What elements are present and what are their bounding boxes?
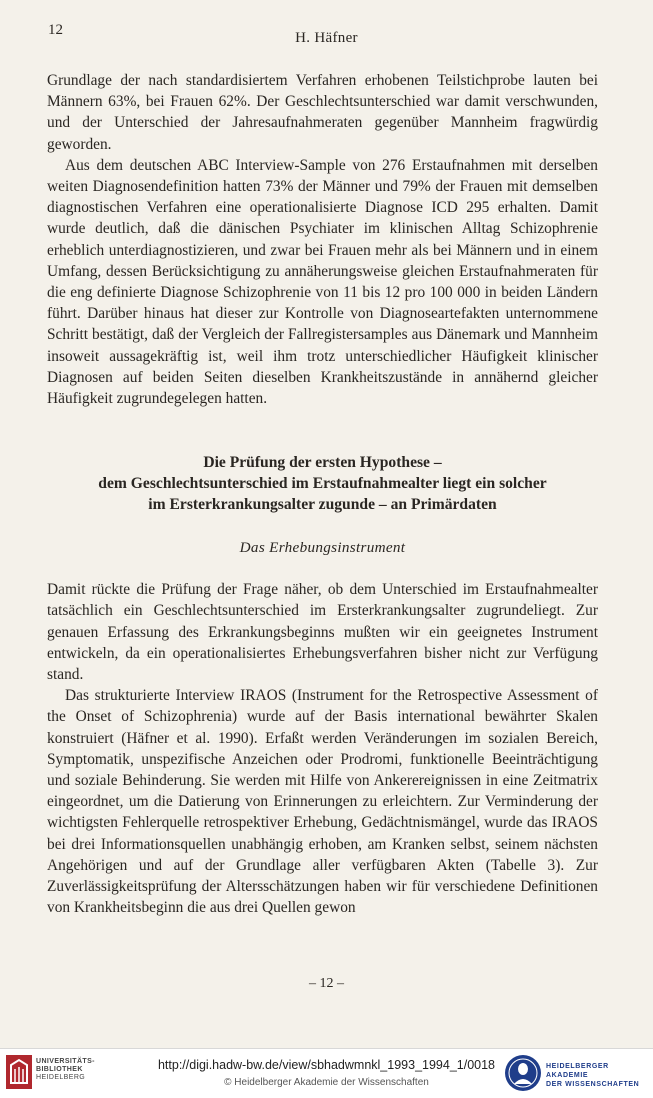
academy-name-line: HEIDELBERGER AKADEMIE bbox=[546, 1063, 609, 1079]
library-name-line: BIBLIOTHEK bbox=[36, 1066, 83, 1073]
library-name-line: UNIVERSITÄTS- bbox=[36, 1058, 95, 1065]
section-heading bbox=[47, 452, 598, 515]
paragraph: Das strukturierte Interview IRAOS (Instrument for the Retrospective Assessment of the Onset of Schizophrenia) wurde auf der Basis international bewährter Skalen konstruiert (Häfner et al. 1990). Erfaßt werden Veränderungen im sozialen Bereich, Symptomatik, unspezifische Anzeichen oder Prodromi, funktionelle Beeinträchtigung und soziale Behinderung. Sie werden mit Hilfe von Ankerereignissen in eine Zeitmatrix eingeordnet, um die Datierung von Erinnerungen zu erleichtern. Zur Verminderung der wichtigsten Fehlerquelle retrospektiver Erhebung, Gedächtnismängel, wurde das IRAOS bei drei Informationsquellen unabhängig erhoben, am Kranken selbst, seinem nächsten Angehörigen und auf der Grundlage aller verfügbaren Akten (Tabelle 3). Zur Zuverlässigkeitsprüfung der Altersschätzungen haben wir für verschiedene Definitionen von Krankheitsbeginn die aus drei Quellen gewon bbox=[47, 687, 598, 917]
paragraph: Damit rückte die Prüfung der Frage näher, ob dem Unterschied im Erstaufnahmealter tatsächlich ein Geschlechtsunterschied im Ersterkrankungsalter zugrundeliegt. Zur genauen Erfassung des Erkrankungsbeginns mußten wir ein geeignetes Instrument entwickeln, da ein operationalisiertes Erhebungsverfahren bisher nicht zur Verfügung stand. bbox=[47, 581, 598, 684]
library-name-line: HEIDELBERG bbox=[36, 1074, 86, 1081]
section-heading-line: Die Prüfung der ersten Hypothese – bbox=[203, 454, 442, 472]
bottom-bar bbox=[0, 1048, 653, 1098]
academy-seal-icon[interactable] bbox=[504, 1054, 542, 1092]
running-head: H. Häfner bbox=[295, 30, 358, 46]
copyright-notice: © Heidelberger Akademie der Wissenschaften bbox=[224, 1077, 429, 1088]
academy-name-line: DER WISSENSCHAFTEN bbox=[546, 1081, 640, 1088]
footer-page-number: – 12 – bbox=[309, 976, 344, 991]
section-heading-line: dem Geschlechtsunterschied im Erstaufnahmealter liegt ein solcher bbox=[98, 475, 547, 493]
paragraph: Grundlage der nach standardisiertem Verfahren erhobenen Teilstichprobe lauten bei Männern 63%, bei Frauen 62%. Der Geschlechtsunterschied war damit verschwunden, und der Unterschied der Jahresaufnahmeraten gegenüber Mannheim fragwürdig geworden. bbox=[47, 72, 598, 153]
section-heading-line: im Ersterkrankungsalter zugunde – an Primärdaten bbox=[148, 496, 497, 514]
academy-name bbox=[546, 1062, 653, 1089]
paragraph: Aus dem deutschen ABC Interview-Sample von 276 Erstaufnahmen mit derselben weiten Diagnosendefinition hatten 73% der Männer und 79% der Frauen mit demselben diagnostischen Verfahren eine operationalisierte Diagnose ICD 295 erhalten. Damit wurde deutlich, daß die dänischen Psychiater im klinischen Alltag Schizophrenie erheblich unterdiagnostizieren, und zwar bei Frauen mehr als bei Männern und in einem Umfang, dessen Berücksichtigung zu annäherungsweise gleichen Erstaufnahmeraten für die eng definierte Diagnose Schizophrenie von 11 bis 12 pro 100 000 in beiden Ländern führt. Darüber hinaus hat dieser zur Kontrolle von Diagnoseartefakten unternommene Schritt bestätigt, daß der Vergleich der Fallregistersamples aus Dänemark und Mannheim insoweit aussagekräftig ist, weil ihm trotz unterschiedlicher Häufigkeit klinischer Diagnosen auf beiden Seiten dieselben Krankheitszustände in annähernd gleicher Häufigkeit zugrundegelegen hatten. bbox=[47, 156, 598, 408]
page-number: 12 bbox=[48, 22, 63, 38]
subsection-heading: Das Erhebungsinstrument bbox=[239, 539, 406, 557]
page-body bbox=[47, 70, 598, 919]
document-url-link[interactable]: http://digi.hadw-bw.de/view/sbhadwmnkl_1993_1994_1/0018 bbox=[157, 1058, 496, 1072]
